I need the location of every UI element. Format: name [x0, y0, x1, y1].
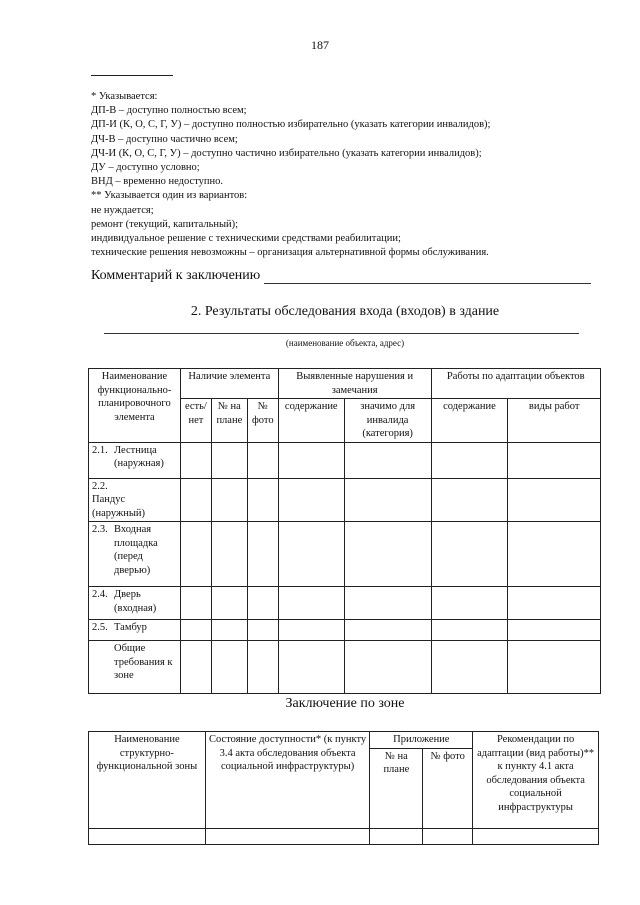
cell[interactable] [211, 620, 247, 641]
cell[interactable] [473, 828, 599, 844]
cell[interactable] [278, 620, 344, 641]
cell[interactable] [211, 641, 247, 694]
cell[interactable] [344, 641, 431, 694]
cell[interactable] [180, 641, 211, 694]
cell[interactable] [247, 442, 278, 478]
footnote-line: ДЧ-В – доступно частично всем; [91, 133, 238, 145]
footnote-line: ДЧ-И (К, О, С, Г, У) – доступно частично избирательно (указать категории инвалидов); [91, 147, 482, 159]
footnote-line: ВНД – временно недоступно. [91, 176, 224, 188]
footnote-line: ремонт (текущий, капитальный); [91, 218, 239, 230]
comment-row [91, 268, 591, 284]
header-zone-name: Наименование структурно-функциональной зоны [89, 732, 206, 829]
table-row [89, 522, 601, 587]
table-row [89, 828, 599, 844]
row-element-name: Общие требования к зоне [114, 643, 173, 681]
footnote-line: технические решения невозможны – организация альтернативной формы обслуживания. [91, 247, 489, 259]
cell[interactable] [344, 478, 431, 522]
cell[interactable] [211, 522, 247, 587]
table-row [89, 478, 601, 522]
cell[interactable] [508, 522, 601, 587]
header-plan-no: № на плане [370, 748, 423, 828]
header-work-types: виды работ [508, 399, 601, 443]
footnote-line: ** Указывается один из вариантов: [91, 190, 248, 202]
cell[interactable] [211, 587, 247, 620]
footnote-line: не нуждается; [91, 204, 154, 216]
footnote-line: * Указывается: [91, 91, 158, 102]
header-content: содержание [431, 399, 508, 443]
cell[interactable] [508, 478, 601, 522]
cell[interactable] [508, 620, 601, 641]
table-row [89, 442, 601, 478]
cell[interactable] [344, 522, 431, 587]
zone-conclusion-table [88, 731, 599, 845]
cell[interactable] [247, 587, 278, 620]
cell[interactable] [508, 587, 601, 620]
section-title: 2. Результаты обследования входа (входов) в здание [190, 304, 500, 319]
header-photo-no: № фото [247, 399, 278, 443]
cell[interactable] [344, 442, 431, 478]
comment-label: Комментарий к заключению [91, 268, 261, 283]
entrance-survey-table [88, 368, 601, 694]
cell[interactable] [278, 522, 344, 587]
cell[interactable] [180, 620, 211, 641]
table-row [89, 587, 601, 620]
cell[interactable] [278, 478, 344, 522]
table-row [89, 620, 601, 641]
comment-fill-line[interactable] [264, 270, 591, 284]
cell[interactable] [278, 587, 344, 620]
header-presence: Наличие элемента [180, 369, 278, 399]
row-element-name: Пандус (наружный) [92, 494, 146, 519]
header-adaptation: Работы по адаптации объектов [431, 369, 600, 399]
cell[interactable] [508, 442, 601, 478]
row-number: 2.4. [92, 589, 108, 600]
cell[interactable] [431, 587, 508, 620]
header-appendix: Приложение [370, 732, 473, 749]
header-photo-no: № фото [423, 748, 473, 828]
footnote-line: индивидуальное решение с техническими средствами реабилитации; [91, 233, 401, 245]
header-content: содержание [278, 399, 344, 443]
table-row [89, 641, 601, 694]
object-caption: (наименование объекта, адрес) [285, 338, 405, 348]
cell[interactable] [508, 641, 601, 694]
cell[interactable] [431, 641, 508, 694]
cell[interactable] [431, 620, 508, 641]
cell[interactable] [247, 641, 278, 694]
row-element-name: Дверь (входная) [114, 589, 157, 614]
header-accessibility-status: Состояние доступности* (к пункту 3.4 акта обследования объекта социальной инфраструктуры) [205, 732, 370, 829]
row-element-name: Тамбур [114, 622, 147, 633]
cell[interactable] [431, 522, 508, 587]
row-number: 2.3. [92, 524, 108, 535]
cell[interactable] [431, 442, 508, 478]
cell[interactable] [89, 828, 206, 844]
cell[interactable] [431, 478, 508, 522]
cell[interactable] [247, 522, 278, 587]
page-number: 187 [311, 38, 329, 52]
cell[interactable] [247, 620, 278, 641]
footnote-separator [91, 75, 173, 76]
cell[interactable] [180, 522, 211, 587]
zone-conclusion-title: Заключение по зоне [285, 696, 405, 711]
row-number: 2.2. [92, 480, 108, 492]
footnote-line: ДУ – доступно условно; [91, 162, 200, 174]
header-plan-no: № на плане [211, 399, 247, 443]
cell[interactable] [278, 641, 344, 694]
cell[interactable] [247, 478, 278, 522]
cell[interactable] [211, 442, 247, 478]
header-yes-no: есть/ нет [180, 399, 211, 443]
cell[interactable] [423, 828, 473, 844]
row-number: 2.1. [92, 444, 108, 456]
row-element-name: Входная площадка (перед дверью) [114, 524, 158, 576]
cell[interactable] [205, 828, 370, 844]
cell[interactable] [180, 442, 211, 478]
row-number: 2.5. [92, 622, 108, 633]
footnote-line: ДП-И (К, О, С, Г, У) – доступно полностью избирательно (указать категории инвалидов); [91, 119, 491, 131]
footnote-line: ДП-В – доступно полностью всем; [91, 105, 247, 117]
cell[interactable] [211, 478, 247, 522]
cell[interactable] [180, 478, 211, 522]
cell[interactable] [278, 442, 344, 478]
cell[interactable] [344, 620, 431, 641]
header-element-name: Наименование функционально-планировочного элемента [89, 369, 181, 443]
object-address-line[interactable] [104, 333, 579, 334]
footnote-block [91, 90, 591, 260]
header-violations: Выявленные нарушения и замечания [278, 369, 431, 399]
header-recommendations: Рекомендации по адаптации (вид работы)** к пункту 4.1 акта обследования объекта социальной инфраструктуры [473, 732, 599, 829]
cell[interactable] [344, 587, 431, 620]
cell[interactable] [370, 828, 423, 844]
header-significant: значимо для инвалида (категория) [344, 399, 431, 443]
cell[interactable] [180, 587, 211, 620]
row-element-name: Лестница (наружная) [114, 444, 164, 469]
